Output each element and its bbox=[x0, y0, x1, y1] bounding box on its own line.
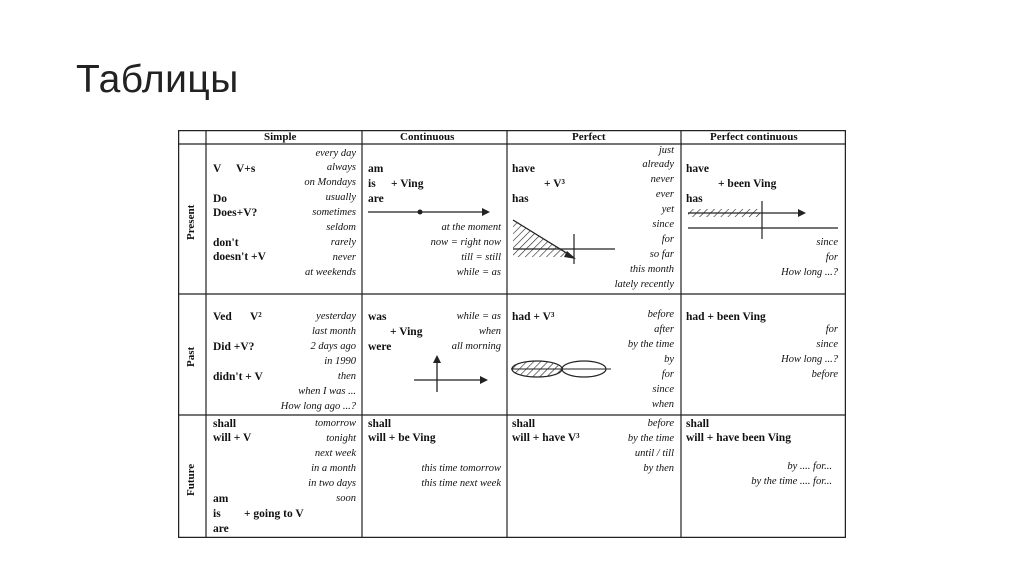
marker: always bbox=[326, 162, 356, 173]
form: Do bbox=[213, 193, 228, 205]
form: are bbox=[368, 193, 384, 205]
marker: sometimes bbox=[312, 207, 356, 218]
form: shall bbox=[213, 418, 237, 430]
form: have bbox=[512, 163, 535, 175]
marker: until / till bbox=[634, 448, 674, 459]
marker: by the time bbox=[627, 433, 674, 444]
marker: till = still bbox=[461, 252, 501, 263]
header-perfect-continuous: Perfect continuous bbox=[710, 131, 798, 143]
marker: since bbox=[652, 384, 674, 395]
form: have bbox=[686, 163, 709, 175]
marker: since bbox=[816, 237, 838, 248]
form: didn't + V bbox=[213, 371, 263, 383]
marker: before bbox=[811, 369, 838, 380]
slide-title: Таблицы bbox=[76, 58, 239, 101]
form: had + been Ving bbox=[686, 311, 766, 323]
present-continuous-timeline bbox=[368, 208, 490, 216]
form: will + have V³ bbox=[512, 432, 580, 444]
marker: at weekends bbox=[304, 267, 356, 278]
form: doesn't +V bbox=[213, 251, 266, 263]
form: shall bbox=[686, 418, 710, 430]
past-perfect-diagram bbox=[511, 361, 611, 377]
marker: after bbox=[654, 324, 674, 335]
marker: when I was ... bbox=[298, 386, 356, 397]
form: Did +V? bbox=[213, 341, 255, 353]
marker: when bbox=[651, 399, 674, 410]
row-label-past: Past bbox=[185, 346, 197, 367]
marker: now = right now bbox=[430, 237, 501, 248]
row-label-future: Future bbox=[185, 463, 197, 496]
form: don't bbox=[213, 237, 239, 249]
marker: next week bbox=[314, 448, 356, 459]
row-label-present: Present bbox=[185, 204, 197, 240]
form: has bbox=[686, 193, 703, 205]
marker: for bbox=[825, 324, 838, 335]
form: has bbox=[512, 193, 529, 205]
marker: yesterday bbox=[316, 311, 356, 322]
marker: for bbox=[825, 252, 838, 263]
form: will + be Ving bbox=[368, 432, 436, 444]
marker: 2 days ago bbox=[310, 341, 356, 352]
marker: by bbox=[664, 354, 674, 365]
form: Does+V? bbox=[213, 207, 258, 219]
tenses-table bbox=[178, 130, 846, 538]
marker: for bbox=[661, 369, 674, 380]
marker: before bbox=[647, 309, 674, 320]
table-grid bbox=[178, 130, 846, 538]
marker: How long ...? bbox=[781, 354, 838, 365]
past-continuous-diagram bbox=[414, 355, 488, 392]
marker: last month bbox=[311, 326, 356, 337]
marker: this month bbox=[629, 264, 674, 275]
header-continuous: Continuous bbox=[400, 131, 455, 143]
marker: soon bbox=[336, 493, 356, 504]
marker: all morning bbox=[451, 341, 501, 352]
form: V bbox=[213, 163, 222, 175]
marker: already bbox=[642, 159, 674, 170]
marker: by the time .... for... bbox=[751, 476, 832, 487]
marker: by then bbox=[643, 463, 674, 474]
marker: when bbox=[478, 326, 501, 337]
form: will + have been Ving bbox=[686, 432, 791, 444]
present-perfect-diagram bbox=[513, 220, 615, 264]
marker: in a month bbox=[311, 463, 356, 474]
form: am bbox=[213, 493, 229, 505]
form: V² bbox=[250, 311, 262, 323]
marker: tomorrow bbox=[314, 418, 356, 429]
form: is bbox=[368, 178, 376, 190]
marker: so far bbox=[649, 249, 674, 260]
marker: at the moment bbox=[441, 222, 501, 233]
marker: while = as bbox=[456, 311, 501, 322]
form: V+s bbox=[236, 163, 256, 175]
form: + Ving bbox=[390, 326, 423, 338]
marker: seldom bbox=[326, 222, 356, 233]
marker: rarely bbox=[330, 237, 356, 248]
present-perfect-continuous-diagram bbox=[688, 201, 838, 239]
marker: by .... for... bbox=[787, 461, 832, 472]
marker: How long ago ...? bbox=[280, 401, 356, 412]
form: are bbox=[213, 523, 229, 535]
marker: never bbox=[332, 252, 356, 263]
form: + been Ving bbox=[718, 178, 777, 190]
marker: tonight bbox=[326, 433, 356, 444]
form: is bbox=[213, 508, 221, 520]
marker: just bbox=[658, 145, 674, 156]
marker: usually bbox=[325, 192, 356, 203]
form: + Ving bbox=[391, 178, 424, 190]
marker: in 1990 bbox=[324, 356, 356, 367]
header-perfect: Perfect bbox=[572, 131, 606, 143]
marker: lately recently bbox=[614, 279, 674, 290]
marker: never bbox=[650, 174, 674, 185]
marker: since bbox=[816, 339, 838, 350]
marker: for bbox=[661, 234, 674, 245]
form: + V³ bbox=[544, 178, 565, 190]
form: shall bbox=[512, 418, 536, 430]
marker: then bbox=[337, 371, 356, 382]
marker: by the time bbox=[627, 339, 674, 350]
marker: since bbox=[652, 219, 674, 230]
marker: ever bbox=[655, 189, 674, 200]
form: + going to V bbox=[244, 508, 304, 520]
form: will + V bbox=[213, 432, 252, 444]
form: were bbox=[368, 341, 392, 353]
marker: on Mondays bbox=[304, 177, 356, 188]
marker: every day bbox=[315, 148, 356, 159]
marker: yet bbox=[661, 204, 674, 215]
form: was bbox=[368, 311, 387, 323]
form: Ved bbox=[213, 311, 232, 323]
form: am bbox=[368, 163, 384, 175]
marker: this time next week bbox=[421, 478, 501, 489]
form: had + V³ bbox=[512, 311, 555, 323]
marker: How long ...? bbox=[781, 267, 838, 278]
header-simple: Simple bbox=[264, 131, 297, 143]
marker: in two days bbox=[308, 478, 356, 489]
form: shall bbox=[368, 418, 392, 430]
marker: while = as bbox=[456, 267, 501, 278]
marker: this time tomorrow bbox=[421, 463, 501, 474]
marker: before bbox=[647, 418, 674, 429]
